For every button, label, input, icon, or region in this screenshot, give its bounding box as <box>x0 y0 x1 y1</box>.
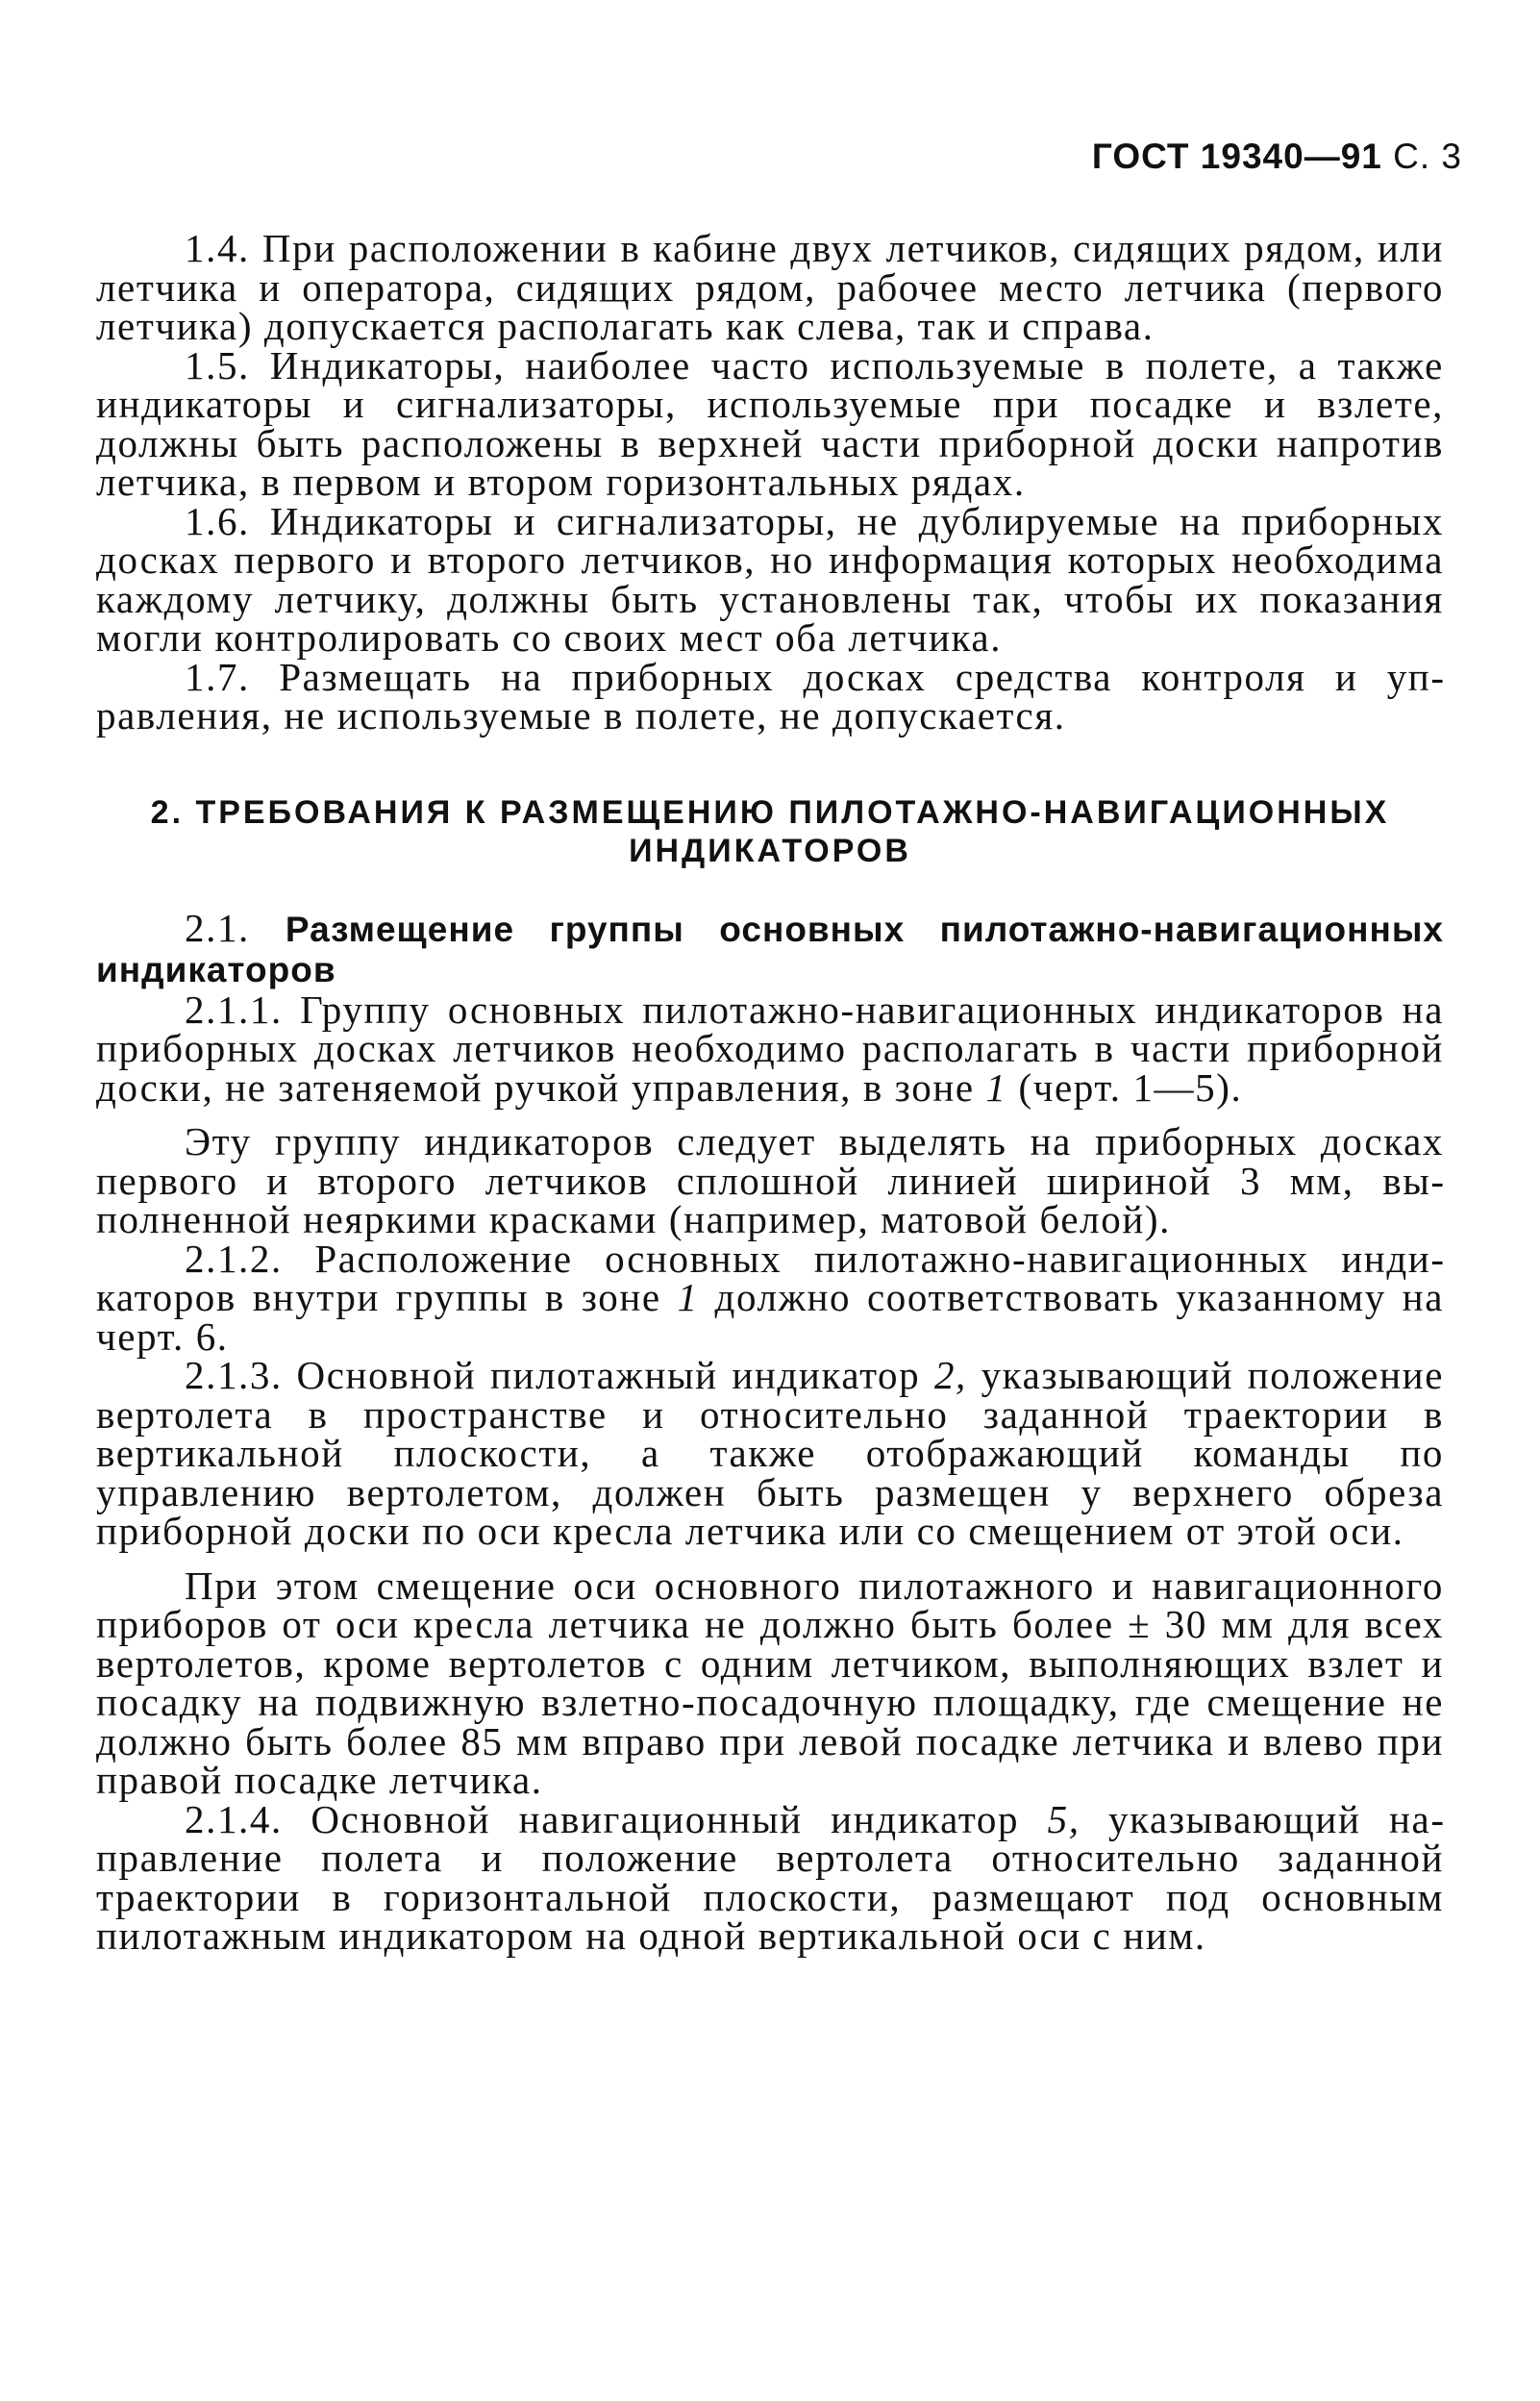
document-code: ГОСТ 19340—91 <box>1091 137 1382 176</box>
subsection-number: 2.1. <box>185 905 250 950</box>
paragraph-2-1-3-cont <box>96 1563 1444 1802</box>
paragraph-text-cont: (черт. 1—5). <box>1006 1064 1243 1110</box>
section-heading <box>96 793 1444 870</box>
paragraph-1-6 <box>96 498 1444 660</box>
paragraph-2-1-2 <box>96 1236 1445 1359</box>
paragraph-text: При расположении в кабине двух летчиков, сидящих рядом, или летчика и оператора, сидящих рядом, рабочее место летчика (первого летчика) допускается располагать как слева, так и справа. <box>96 226 1444 348</box>
paragraph-1-4 <box>96 226 1444 348</box>
paragraph-number: 1.4. <box>185 226 250 270</box>
paragraph-2-1-3 <box>96 1353 1444 1553</box>
indicator-reference: 2, <box>933 1353 967 1397</box>
paragraph-text: Группу основных пилотажно-навигационных индикаторов на приборных досках летчиков необходимо располагать в части приборной доски, не затеняемой ручкой управления, в зоне <box>96 987 1444 1110</box>
indicator-reference: 5, <box>1047 1796 1080 1841</box>
paragraph-text: Эту группу индикаторов следует выделять на приборных досках первого и второго летчиков сплошной линией шириной 3 мм, выполненной неяркими красками (например, матовой белой). <box>96 1119 1444 1241</box>
document-body <box>96 226 1445 1958</box>
paragraph-1-7 <box>96 654 1444 738</box>
paragraph-text: Основной навигационный индикатор <box>310 1796 1048 1841</box>
paragraph-text: При этом смещение оси основного пилотажного и навигационного приборов от оси кресла летчика не должно быть более ± 30 мм для всех вертолетов, кроме вертолетов с одним летчиком, выполняющих взлет и посадку на подвижную взлетно-посадочную площадку, где смещение не должно быть более 85 мм вправо при левой посадке летчика и влево при правой посадке летчика. <box>96 1563 1444 1802</box>
section-heading-line-1: 2. ТРЕБОВАНИЯ К РАЗМЕЩЕНИЮ ПИЛОТАЖНО-НАВИГАЦИОННЫХ <box>150 793 1390 831</box>
paragraph-2-1-1-cont <box>96 1119 1444 1241</box>
paragraph-text-cont: указывающий направление полета и положение вертолета относительно заданной траектории в горизонтальной плоскости, размещают под основным пилотажным индикатором на одной вертикальной оси с ним. <box>96 1796 1444 1958</box>
paragraph-number: 1.7. <box>185 654 250 699</box>
page-number: С. 3 <box>1393 137 1462 176</box>
paragraph-text-cont: указывающий положение вертолета в пространстве и относительно заданной траектории в вертикальной плоскости, а также отображающий команды по управлению вертолетом, должен быть размещен у верхнего обреза приборной доски по оси кресла летчика или со смещением от этой оси. <box>96 1353 1444 1553</box>
paragraph-text: Индикаторы, наиболее часто используемые в полете, а также индикаторы и сигнализаторы, используемые при посадке и взлете, должны быть расположены в верхней части приборной доски напротив летчика, в первом и втором горизонтальных рядах. <box>96 342 1444 504</box>
paragraph-number: 1.5. <box>185 342 250 388</box>
paragraph-number: 2.1.4. <box>185 1796 283 1841</box>
zone-reference: 1 <box>677 1275 699 1319</box>
paragraph-text: Расположение основных пилотажно-навигационных индикаторов внутри группы в зоне <box>96 1236 1444 1319</box>
paragraph-text: Размещать на приборных досках средства контроля и управления, не используемые в полете, не допускается. <box>96 654 1444 738</box>
zone-reference: 1 <box>985 1064 1007 1110</box>
paragraph-2-1-1 <box>96 987 1444 1110</box>
subsection-heading <box>96 905 1444 990</box>
paragraph-number: 2.1.1. <box>185 987 283 1032</box>
subsection-title: Размещение группы основных пилотажно-навигационных индикаторов <box>96 909 1444 989</box>
section-heading-line-2: ИНДИКАТОРОВ <box>629 832 911 869</box>
paragraph-1-5 <box>96 342 1444 504</box>
page-header <box>1092 137 1462 177</box>
paragraph-number: 1.6. <box>185 498 250 543</box>
paragraph-number: 2.1.2. <box>185 1236 283 1281</box>
paragraph-text-cont: должно соответствовать указанному на черт. 6. <box>96 1275 1445 1359</box>
paragraph-number: 2.1.3. <box>185 1353 283 1397</box>
paragraph-2-1-4 <box>96 1796 1444 1958</box>
paragraph-text: Основной пилотажный индикатор <box>296 1353 934 1397</box>
paragraph-text: Индикаторы и сигнализаторы, не дублируемые на приборных досках первого и второго летчиков, но информация которых необходима каждому летчику, должны быть установлены так, чтобы их показания могли контролировать со своих мест оба летчика. <box>96 498 1444 660</box>
